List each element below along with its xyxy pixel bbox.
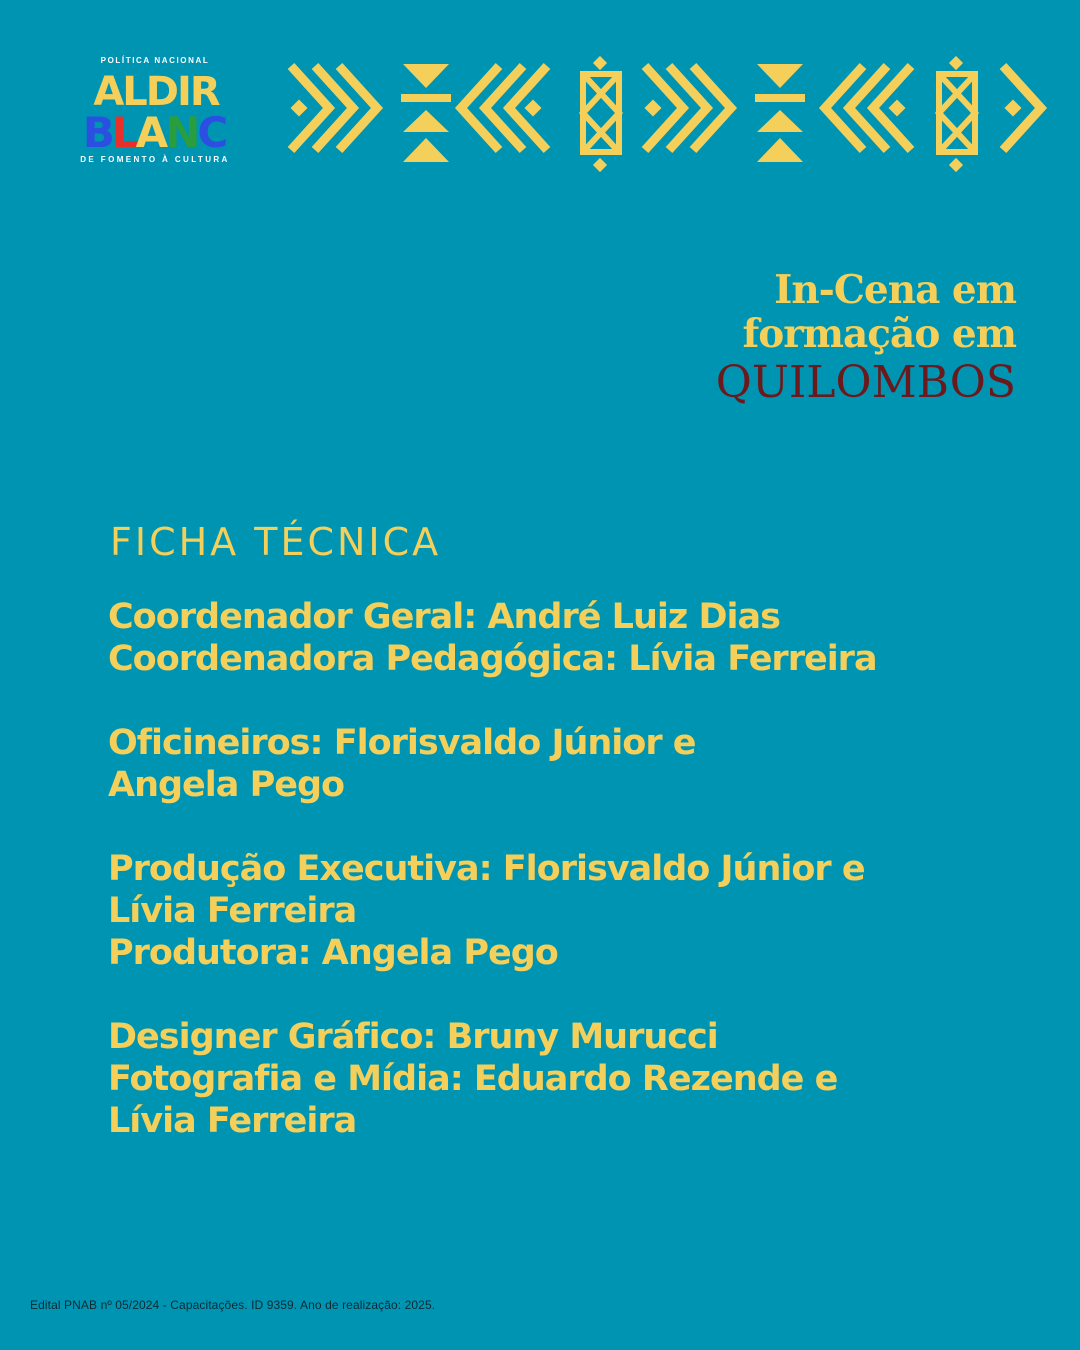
credit-line: Designer Gráfico: Bruny Murucci [108, 1017, 718, 1057]
logo-bottom-text: DE FOMENTO À CULTURA [80, 155, 230, 164]
credits-group-workshops [108, 722, 1008, 806]
credit-line: Produção Executiva: Florisvaldo Júnior e [108, 849, 865, 889]
project-title-quilombos: QUILOMBOS [715, 357, 1016, 408]
credit-line: Coordenador Geral: André Luiz Dias [108, 597, 780, 637]
credit-line: Lívia Ferreira [108, 891, 357, 931]
project-title [596, 268, 1016, 408]
aldir-blanc-logo [60, 56, 250, 166]
logo-word-blanc: BLANC [82, 108, 226, 153]
credit-line: Produtora: Angela Pego [108, 933, 558, 973]
credits-group-coordination [108, 596, 1008, 680]
credits-group-production [108, 848, 1008, 974]
logo-wordmark [76, 67, 236, 153]
credit-line: Lívia Ferreira [108, 1101, 357, 1141]
project-title-line-1: In-Cena em [774, 267, 1016, 313]
credit-line: Angela Pego [108, 765, 345, 805]
credit-line: Oficineiros: Florisvaldo Júnior e [108, 723, 696, 763]
ficha-tecnica-heading: FICHA TÉCNICA [110, 520, 442, 564]
logo-top-text: POLÍTICA NACIONAL [100, 56, 210, 65]
logo-word-aldir: ALDIR [93, 69, 219, 115]
footer-note: Edital PNAB nº 05/2024 - Capacitações. ID 9359. Ano de realização: 2025. [30, 1298, 436, 1312]
credit-line: Coordenadora Pedagógica: Lívia Ferreira [108, 639, 877, 679]
project-title-line-2: formação em [742, 311, 1016, 357]
credits-list [108, 596, 1008, 1184]
geometric-chevron-pattern-icon [285, 56, 1055, 174]
credit-line: Fotografia e Mídia: Eduardo Rezende e [108, 1059, 838, 1099]
credits-group-design-media [108, 1016, 1008, 1142]
